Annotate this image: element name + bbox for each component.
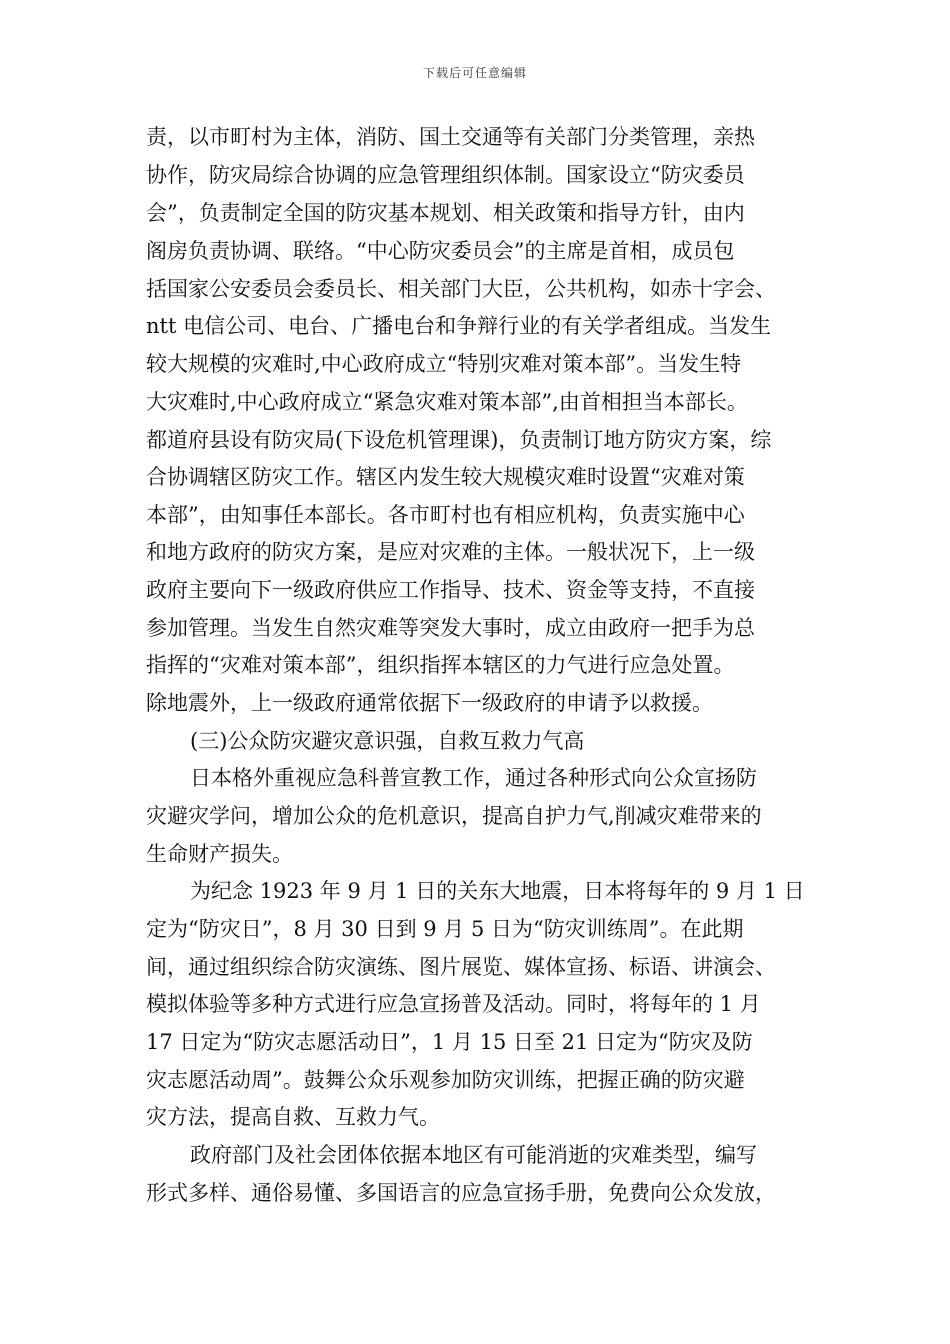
body-line: 定为“防灾日”，8 月 30 日到 9 月 5 日为“防灾训练周”。在此期 [146, 917, 744, 941]
page-header: 下载后可任意编辑 [422, 66, 527, 80]
body-line: 大灾难时,中心政府成立“紧急灾难对策本部”,由首相担当本部长。 [146, 390, 748, 414]
section-heading: (三)公众防灾避灾意识强，自救互救力气高 [190, 729, 585, 753]
body-line: ntt 电信公司、电台、广播电台和争辩行业的有关学者组成。当发生 [146, 314, 772, 338]
body-line: 模拟体验等多种方式进行应急宣扬普及活动。同时，将每年的 1 月 [146, 992, 761, 1016]
body-line: 灾志愿活动周”。鼓舞公众乐观参加防灾训练，把握正确的防灾避 [146, 1068, 745, 1092]
body-line: 形式多样、通俗易懂、多国语言的应急宣扬手册，免费向公众发放， [146, 1181, 776, 1205]
body-line: 除地震外，上一级政府通常依据下一级政府的申请予以救援。 [146, 691, 713, 715]
body-line: 阁房负责协调、联络。“中心防灾委员会”的主席是首相，成员包 [146, 239, 735, 263]
body-line: 为纪念 1923 年 9 月 1 日的关东大地震，日本将每年的 9 月 1 日 [190, 879, 805, 903]
body-line: 指挥的“灾难对策本部”，组织指挥本辖区的力气进行应急处置。 [146, 653, 735, 677]
body-line: 责，以市町村为主体，消防、国土交通等有关部门分类管理，亲热 [146, 125, 755, 149]
body-line: 间，通过组织综合防灾演练、图片展览、媒体宣扬、标语、讲演会、 [146, 955, 776, 979]
body-line: 生命财产损失。 [146, 842, 293, 866]
body-line: 政府部门及社会团体依据本地区有可能消逝的灾难类型，编写 [190, 1143, 757, 1167]
body-line: 灾方法，提高自救、互救力气。 [146, 1105, 440, 1129]
body-line: 括国家公安委员会委员长、相关部门大臣，公共机构，如赤十字会、 [146, 277, 776, 301]
body-line: 灾避灾学问，增加公众的危机意识，提高自护力气,削减灾难带来的 [146, 804, 762, 828]
body-line: 和地方政府的防灾方案，是应对灾难的主体。一般状况下，上一级 [146, 540, 755, 564]
body-line: 政府主要向下一级政府供应工作指导、技术、资金等支持，不直接 [146, 578, 755, 602]
body-line: 较大规模的灾难时,中心政府成立“特别灾难对策本部”。当发生特 [146, 352, 742, 376]
body-line: 都道府县设有防灾局(下设危机管理课)，负责制订地方防灾方案，综 [146, 428, 772, 452]
body-line: 会”，负责制定全国的防灾基本规划、相关政策和指导方针，由内 [146, 201, 745, 225]
body-line: 参加管理。当发生自然灾难等突发大事时，成立由政府一把手为总 [146, 616, 755, 640]
body-line: 17 日定为“防灾志愿活动日”，1 月 15 日至 21 日定为“防灾及防 [146, 1030, 753, 1054]
body-line: 本部”，由知事任本部长。各市町村也有相应机构，负责实施中心 [146, 503, 745, 527]
body-line: 日本格外重视应急科普宣教工作，通过各种形式向公众宣扬防 [190, 766, 757, 790]
body-line: 协作，防灾局综合协调的应急管理组织体制。国家设立“防灾委员 [146, 163, 745, 187]
body-line: 合协调辖区防灾工作。辖区内发生较大规模灾难时设置“灾难对策 [146, 465, 745, 489]
